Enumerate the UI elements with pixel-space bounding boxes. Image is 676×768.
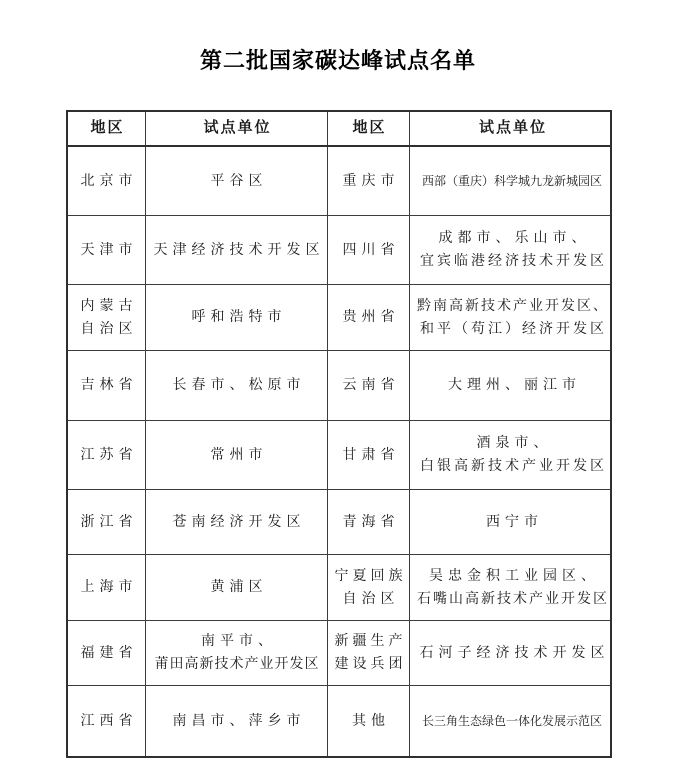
cell-text: 平谷区 bbox=[210, 173, 268, 189]
table-body bbox=[68, 147, 610, 756]
table-row bbox=[68, 621, 610, 686]
table-row bbox=[68, 686, 610, 756]
region-cell bbox=[68, 147, 146, 215]
pilot-unit-cell bbox=[146, 351, 328, 420]
cell-text: 宁夏回族 bbox=[334, 568, 407, 584]
cell-text: 建设兵团 bbox=[334, 657, 407, 672]
pilot-unit-cell bbox=[410, 421, 614, 489]
pilot-unit-cell bbox=[410, 555, 614, 620]
pilot-unit-cell bbox=[410, 216, 614, 284]
pilot-unit-cell bbox=[146, 555, 328, 620]
cell-text: 和平（苟江）经济开发区 bbox=[420, 321, 607, 337]
cell-text: 江西省 bbox=[80, 713, 138, 729]
cell-text: 南平市、 bbox=[201, 634, 277, 649]
page-title: 第二批国家碳达峰试点名单 bbox=[199, 48, 476, 73]
cell-text: 石河子经济技术开发区 bbox=[419, 645, 610, 661]
cell-text: 石嘴山高新技术产业开发区 bbox=[417, 591, 609, 607]
cell-text: 白银高新技术产业开发区 bbox=[420, 459, 607, 474]
cell-text: 其他 bbox=[352, 713, 390, 729]
pilot-unit-cell bbox=[146, 490, 328, 554]
cell-text: 苍南经济开发区 bbox=[172, 514, 306, 530]
table-row bbox=[68, 421, 610, 490]
cell-text: 青海省 bbox=[342, 514, 400, 530]
cell-text: 上海市 bbox=[80, 580, 138, 595]
region-cell bbox=[328, 490, 410, 554]
table-row bbox=[68, 351, 610, 421]
column-header-unit-left: 试点单位 bbox=[146, 112, 328, 145]
cell-text: 长三角生态绿色一体化发展示范区 bbox=[421, 713, 602, 728]
pilot-unit-cell bbox=[410, 621, 614, 685]
cell-text: 江苏省 bbox=[80, 447, 138, 463]
region-cell bbox=[328, 216, 410, 284]
region-cell bbox=[68, 216, 146, 284]
region-cell bbox=[68, 351, 146, 420]
pilot-unit-cell bbox=[410, 686, 614, 756]
region-cell bbox=[328, 621, 410, 685]
cell-text: 莆田高新技术产业开发区 bbox=[154, 657, 320, 672]
cell-text: 吉林省 bbox=[80, 378, 138, 393]
region-cell bbox=[328, 421, 410, 489]
cell-text: 自治区 bbox=[342, 591, 400, 607]
pilot-unit-cell bbox=[146, 147, 328, 215]
table-row bbox=[68, 555, 610, 621]
region-cell bbox=[328, 147, 410, 215]
cell-text: 云南省 bbox=[342, 378, 400, 393]
pilot-unit-cell bbox=[146, 621, 328, 685]
region-cell bbox=[328, 686, 410, 756]
region-cell bbox=[68, 490, 146, 554]
cell-text: 新疆生产 bbox=[334, 634, 407, 649]
table-row bbox=[68, 285, 610, 351]
region-cell bbox=[328, 351, 410, 420]
cell-text: 长春市、松原市 bbox=[172, 378, 306, 393]
pilot-list-table bbox=[66, 110, 612, 758]
pilot-unit-cell bbox=[146, 421, 328, 489]
pilot-unit-cell bbox=[146, 285, 328, 350]
cell-text: 甘肃省 bbox=[342, 447, 400, 463]
cell-text: 浙江省 bbox=[80, 514, 138, 530]
column-header-unit-right: 试点单位 bbox=[478, 120, 547, 136]
pilot-unit-cell bbox=[146, 216, 328, 284]
column-header-region-right: 地区 bbox=[328, 112, 410, 145]
cell-text: 吴忠金积工业园区、 bbox=[429, 568, 600, 584]
pilot-unit-cell bbox=[146, 686, 328, 756]
cell-text: 天津经济技术开发区 bbox=[153, 242, 325, 258]
cell-text: 贵州省 bbox=[342, 310, 400, 325]
pilot-unit-cell bbox=[410, 147, 614, 215]
cell-text: 宜宾临港经济技术开发区 bbox=[420, 254, 607, 269]
region-cell bbox=[68, 285, 146, 350]
cell-text: 福建省 bbox=[80, 645, 138, 661]
pilot-unit-cell bbox=[410, 351, 614, 420]
cell-text: 西宁市 bbox=[486, 514, 543, 530]
cell-text: 四川省 bbox=[342, 242, 400, 258]
cell-text: 成都市、乐山市、 bbox=[438, 231, 591, 246]
table-row bbox=[68, 147, 610, 216]
cell-text: 重庆市 bbox=[342, 173, 400, 189]
pilot-unit-cell bbox=[410, 490, 614, 554]
table-row bbox=[68, 216, 610, 285]
table-header-row bbox=[68, 112, 610, 147]
cell-text: 自治区 bbox=[80, 321, 138, 337]
cell-text: 西部（重庆）科学城九龙新城园区 bbox=[421, 173, 602, 188]
region-cell bbox=[328, 285, 410, 350]
cell-text: 常州市 bbox=[210, 447, 268, 463]
region-cell bbox=[68, 686, 146, 756]
cell-text: 黄浦区 bbox=[210, 580, 268, 595]
column-header-region-left: 地区 bbox=[68, 112, 146, 145]
cell-text: 呼和浩特市 bbox=[191, 310, 287, 325]
table-row bbox=[68, 490, 610, 555]
region-cell bbox=[68, 621, 146, 685]
cell-text: 内蒙古 bbox=[80, 298, 138, 314]
region-cell bbox=[328, 555, 410, 620]
cell-text: 酒泉市、 bbox=[476, 436, 553, 451]
cell-text: 大理州、丽江市 bbox=[448, 378, 581, 393]
region-cell bbox=[68, 421, 146, 489]
cell-text: 天津市 bbox=[80, 242, 138, 258]
pilot-unit-cell bbox=[410, 285, 614, 350]
cell-text: 北京市 bbox=[80, 173, 138, 189]
region-cell bbox=[68, 555, 146, 620]
cell-text: 黔南高新技术产业开发区、 bbox=[417, 298, 609, 314]
cell-text: 南昌市、萍乡市 bbox=[172, 713, 306, 729]
